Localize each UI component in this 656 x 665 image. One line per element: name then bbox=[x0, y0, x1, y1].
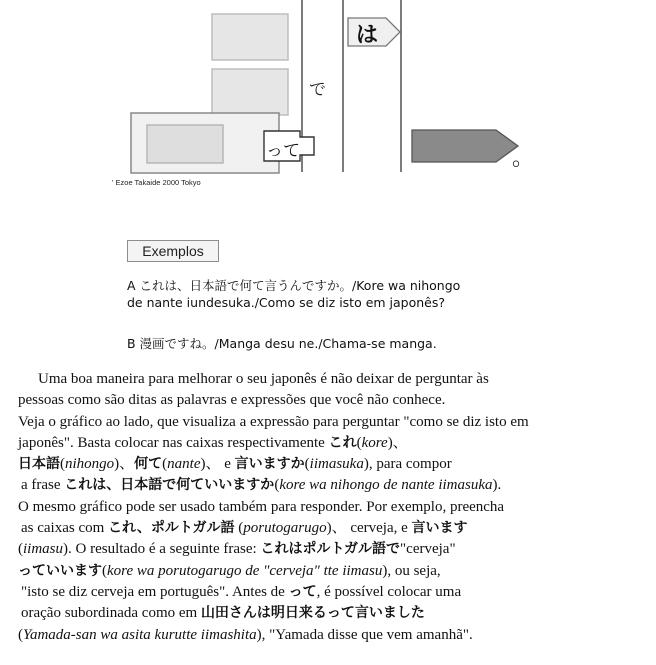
verb-arrow bbox=[412, 130, 518, 162]
middle-box bbox=[212, 69, 288, 115]
inner-box bbox=[147, 125, 223, 163]
example-a-line-1: A これは、日本語で何て言うんですか。/Kore wa nihongo bbox=[127, 278, 461, 293]
body-line bbox=[18, 561, 640, 582]
examples-button[interactable]: Exemplos bbox=[127, 240, 219, 262]
japanese-term: って bbox=[288, 583, 317, 600]
body-line bbox=[18, 603, 640, 624]
body-line bbox=[18, 475, 640, 496]
text-run: oração subordinada como em bbox=[21, 605, 201, 622]
body-line bbox=[18, 582, 640, 603]
example-b: B 漫画ですね。/Manga desu ne./Chama-se manga. bbox=[127, 336, 437, 351]
japanese-term: 言います bbox=[411, 520, 468, 537]
romaji: porutogarugo bbox=[243, 520, 327, 537]
text-run: ), "Yamada disse que vem amanhã". bbox=[256, 626, 473, 643]
text-run: ( bbox=[304, 456, 310, 473]
text-run: , é possível colocar uma bbox=[316, 583, 462, 600]
body-line: O mesmo gráfico pode ser usado também para responder. Por exemplo, preencha bbox=[18, 498, 505, 515]
romaji: Yamada-san wa asita kurutte iimashita bbox=[23, 626, 257, 643]
example-a bbox=[127, 277, 567, 311]
text-run: ( bbox=[234, 520, 244, 537]
text-run: ( bbox=[356, 434, 362, 451]
japanese-term: これ bbox=[328, 434, 357, 451]
body-line: Uma boa maneira para melhorar o seu japonês é não deixar de perguntar às bbox=[38, 371, 489, 387]
text-run: ( bbox=[162, 456, 168, 473]
body-line bbox=[18, 625, 640, 646]
body-line: pessoas como são ditas as palavras e expressões que você não conhece. bbox=[18, 392, 446, 409]
text-run: )、 bbox=[114, 456, 135, 473]
body-line bbox=[18, 539, 640, 560]
japanese-term: これは、日本語で何ていいますか bbox=[64, 477, 275, 494]
romaji: kore wa porutogarugo de "cerveja" tte iimasu bbox=[107, 562, 383, 579]
text-run: ), ou seja, bbox=[382, 562, 441, 579]
japanese-term: っていいます bbox=[18, 562, 102, 579]
de-particle: で bbox=[309, 80, 326, 100]
figure-credit: ' Ezoe Takaide 2000 Tokyo bbox=[112, 178, 201, 187]
japanese-term: 山田さんは明日来るって言いました bbox=[200, 605, 425, 622]
japanese-term: 言いますか bbox=[234, 456, 305, 473]
text-run: ). O resultado é a seguinte frase: bbox=[63, 541, 261, 558]
japanese-term: これ、ポルトガル語 bbox=[108, 520, 235, 537]
example-a-line-2: de nante iundesuka./Como se diz isto em japonês? bbox=[127, 295, 446, 310]
japanese-term: 日本語 bbox=[18, 456, 60, 473]
romaji: nihongo bbox=[65, 456, 115, 473]
romaji: iimasu bbox=[23, 541, 64, 558]
text-run: "isto se diz cerveja em português". Antes de bbox=[21, 583, 289, 600]
final-period: 。 bbox=[512, 146, 535, 171]
romaji: iimasuka bbox=[309, 456, 364, 473]
japanese-term: これはポルトガル語で bbox=[260, 541, 401, 558]
wa-particle: は bbox=[356, 23, 379, 48]
body-line bbox=[18, 518, 640, 539]
text-run: )、 bbox=[387, 434, 408, 451]
text-run: ), para compor bbox=[363, 456, 452, 473]
japanese-term: 何て bbox=[134, 456, 163, 473]
tte-particle: って bbox=[266, 141, 300, 161]
text-run: ( bbox=[60, 456, 65, 473]
body-line bbox=[18, 454, 640, 475]
text-run: japonês". Basta colocar nas caixas respectivamente bbox=[18, 434, 329, 451]
text-run: a frase bbox=[21, 477, 65, 494]
body-line bbox=[18, 433, 640, 454]
body-line: Veja o gráfico ao lado, que visualiza a expressão para perguntar "como se diz isto em bbox=[18, 413, 529, 430]
text-run: as caixas com bbox=[21, 520, 109, 537]
text-run: ). bbox=[492, 477, 502, 494]
text-run: ( bbox=[18, 626, 23, 643]
romaji: kore wa nihongo de nante iimasuka bbox=[279, 477, 493, 494]
romaji: kore bbox=[361, 434, 388, 451]
body-text bbox=[18, 369, 640, 646]
grammar-diagram bbox=[0, 0, 656, 200]
text-run: )、 e bbox=[200, 456, 235, 473]
text-run: ( bbox=[18, 541, 23, 558]
text-run: "cerveja" bbox=[400, 541, 456, 558]
text-run: )、 cerveja, e bbox=[326, 520, 412, 537]
romaji: nante bbox=[167, 456, 201, 473]
text-run: ( bbox=[102, 562, 107, 579]
text-run: ( bbox=[274, 477, 280, 494]
top-box bbox=[212, 14, 288, 60]
